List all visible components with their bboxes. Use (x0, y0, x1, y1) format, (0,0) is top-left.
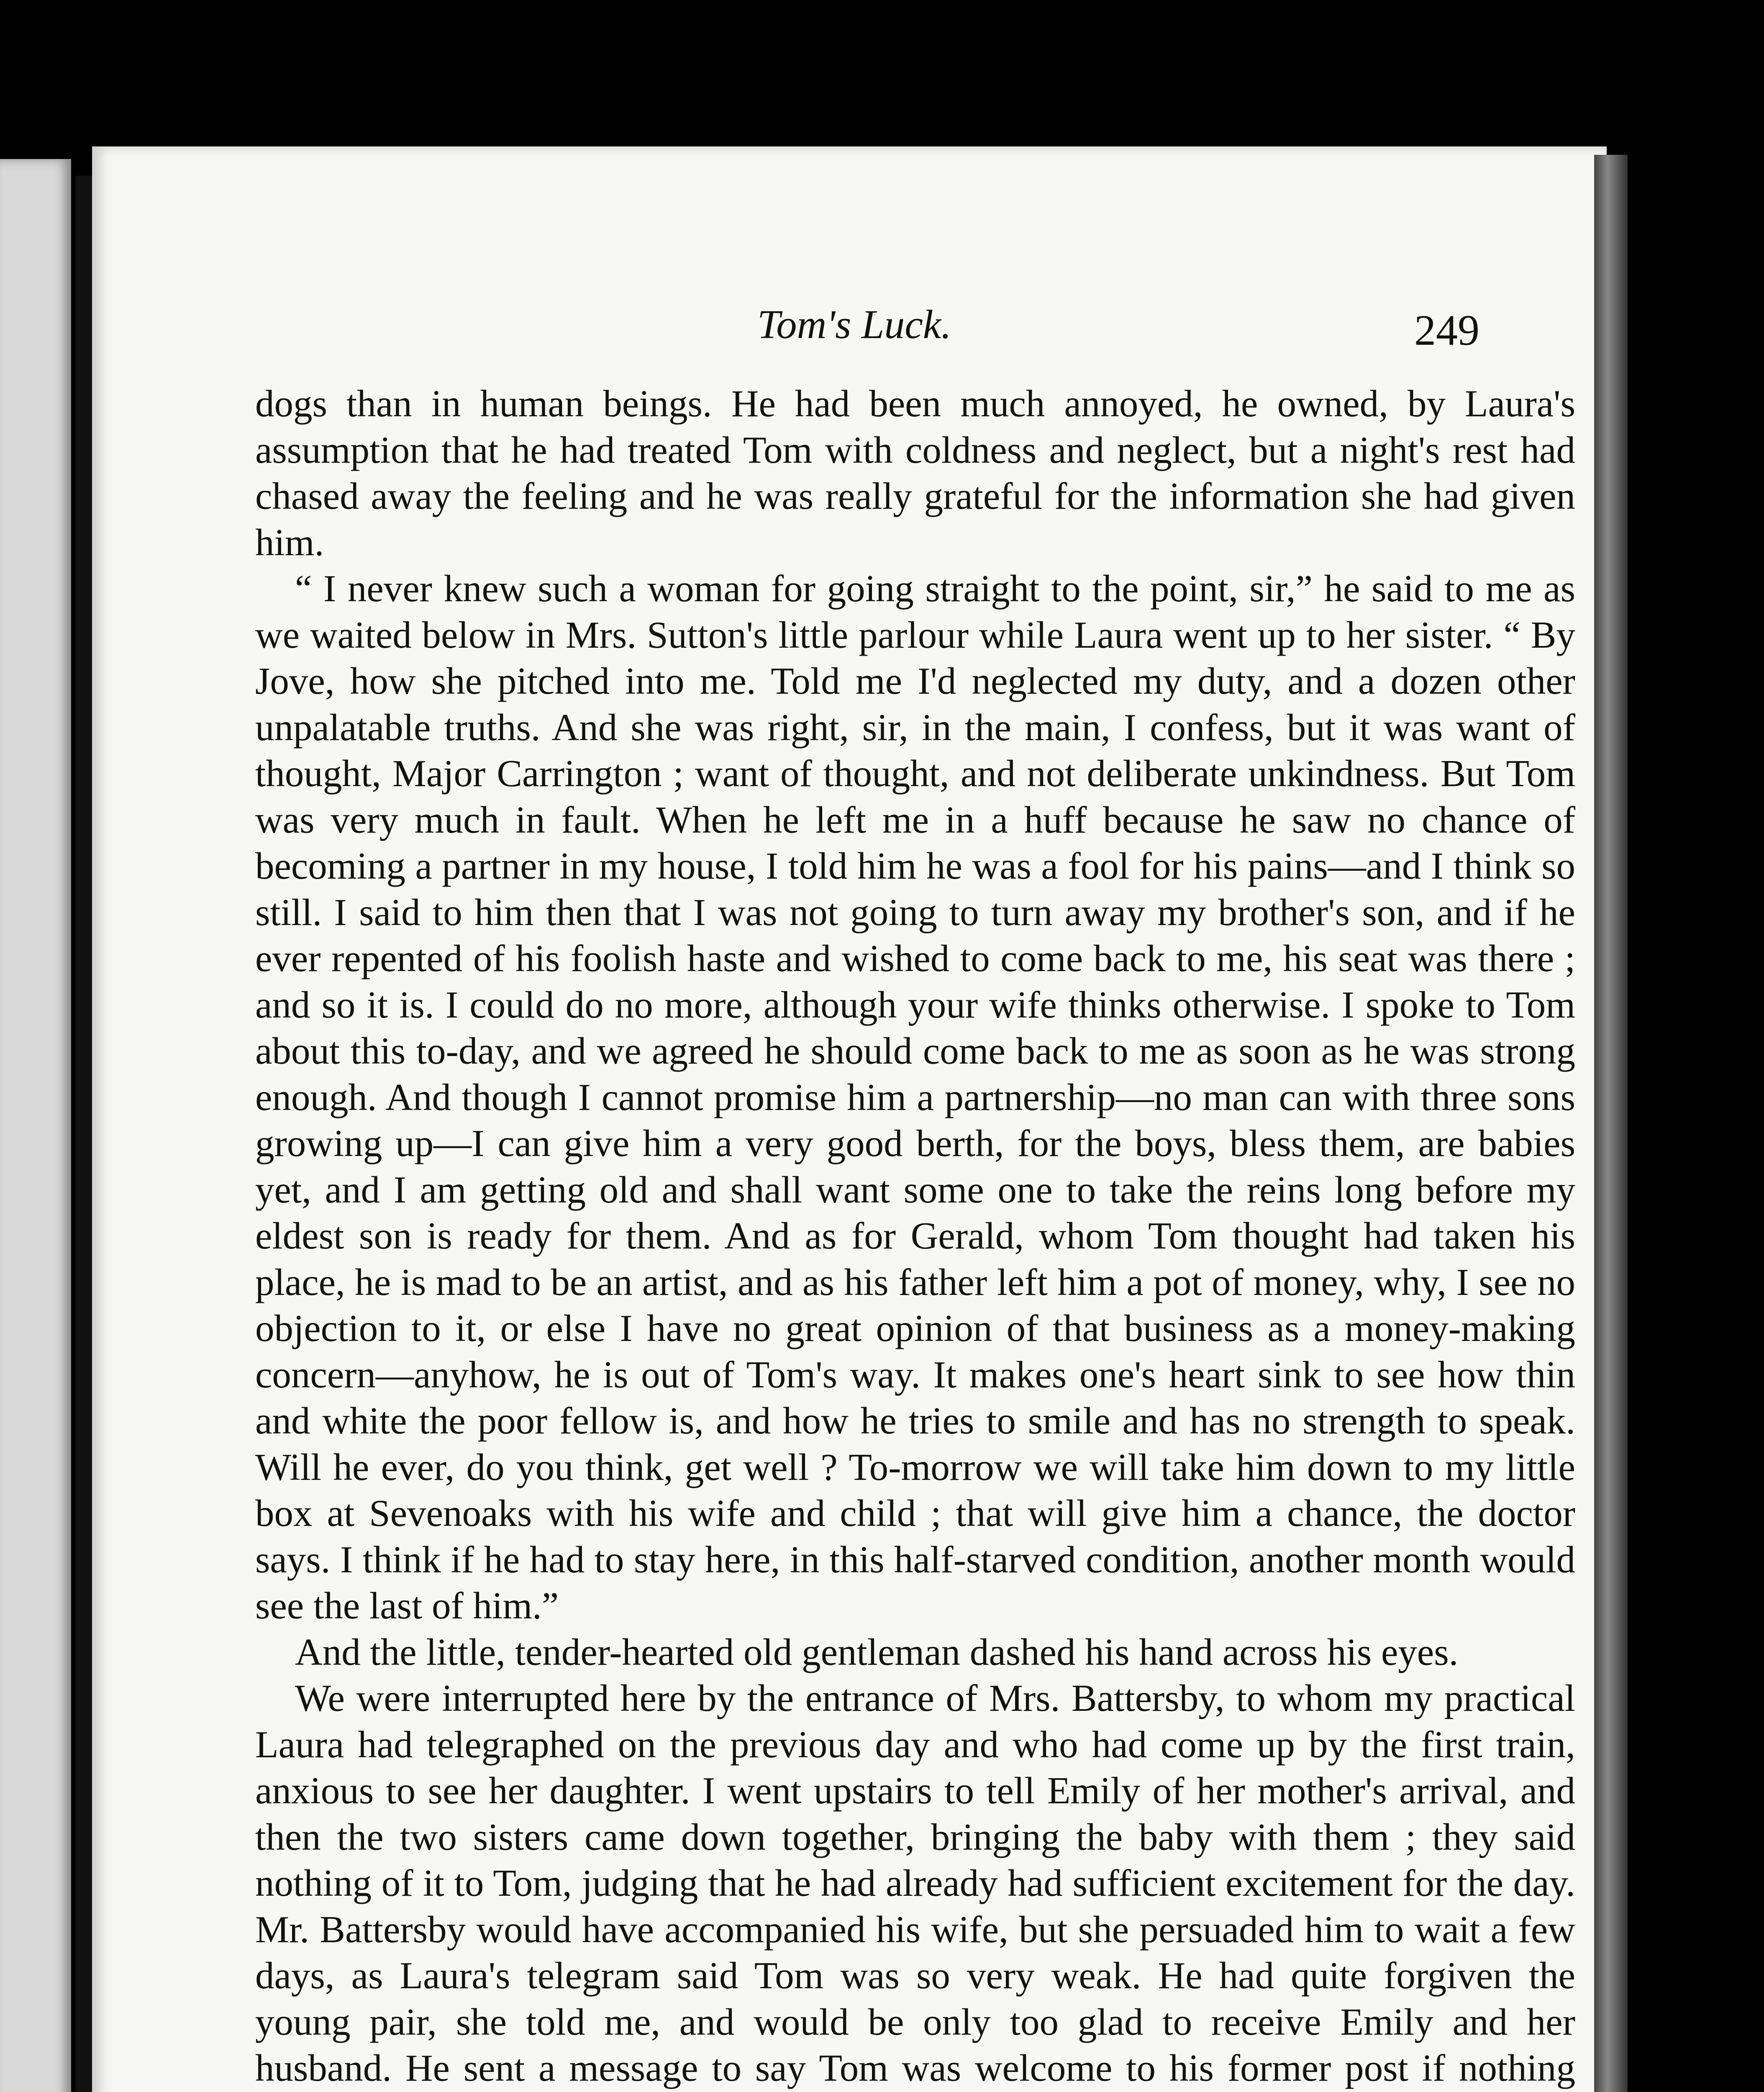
body-text (255, 381, 1575, 2092)
book-gutter (75, 176, 92, 2092)
paragraph: We were interrupted here by the entrance of Mrs. Battersby, to whom my practical Laura had telegraphed on the previous day and who had come up by the first train, anxious to see her daughter. I went upstairs to tell Emily of her mother's arrival, and then the two sisters came down together, bringing the baby with them ; they said nothing of it to Tom, judging that he had already had sufficient excitement for the day. Mr. Battersby would have accompanied his wife, but she persuaded him to wait a few days, as Laura's telegram said Tom was so very weak. He had quite forgiven the young pair, she told me, and would be only too glad to receive Emily and her husband. He sent a message to say Tom was welcome to his former post if nothing (255, 1677, 1575, 2089)
book-page (92, 146, 1607, 2092)
paragraph: And the little, tender-hearted old gentleman dashed his hand across his eyes. (295, 1631, 1459, 1673)
running-title: Tom's Luck. (757, 302, 951, 347)
paragraph: “ I never knew such a woman for going straight to the point, sir,” he said to me as we waited below in Mrs. Sutton's little parlour while Laura went up to her sister. “ By Jove, how she pitched into me. Told me I'd neglected my duty, and a dozen other unpalatable truths. And she was right, sir, in the main, I confess, but it was want of thought, Major Carrington ; want of thought, and not deliberate unkindness. But Tom was very much in fault. When he left me in a huff because he saw no chance of becoming a partner in my house, I told him he was a fool for his pains—and I think so still. I said to him then that I was not going to turn away my brother's son, and if he ever repented of his foolish haste and wished to come back to me, his seat was there ; and so it is. I could do no more, although your wife thinks otherwise. I spoke to Tom about this to-day, and we agreed he should come back to me as soon as he was strong enough. And though I cannot promise him a partnership—no man can with three sons growing up—I can give him a very good berth, for the boys, bless them, are babies yet, and I am getting old and shall want some one to take the reins long before my eldest son is ready for them. And as for Gerald, whom Tom thought had taken his place, he is mad to be an artist, and as his father left him a pot of money, why, I see no objection to it, or else I have no great opinion of that business as a money-making concern—anyhow, he is out of Tom's way. It makes one's heart sink to see how thin and white the poor fellow is, and how he tries to smile and has no strength to speak. Will he ever, do you think, get well ? To-morrow we will take him down to my little box at Sevenoaks with his wife and child ; that will give him a chance, the doctor says. I think if he had to stay here, in this half-starved condition, another month would see the last of him.” (255, 567, 1575, 1627)
page-stack-edge (1594, 155, 1628, 2092)
paragraph: dogs than in human beings. He had been much annoyed, he owned, by Laura's assumption that he had treated Tom with coldness and neglect, but a night's rest had chased away the feeling and he was really grateful for the information she had given him. (255, 382, 1575, 564)
facing-page-edge (0, 159, 71, 2092)
page-number: 249 (1414, 306, 1479, 354)
page-header (92, 301, 1607, 368)
